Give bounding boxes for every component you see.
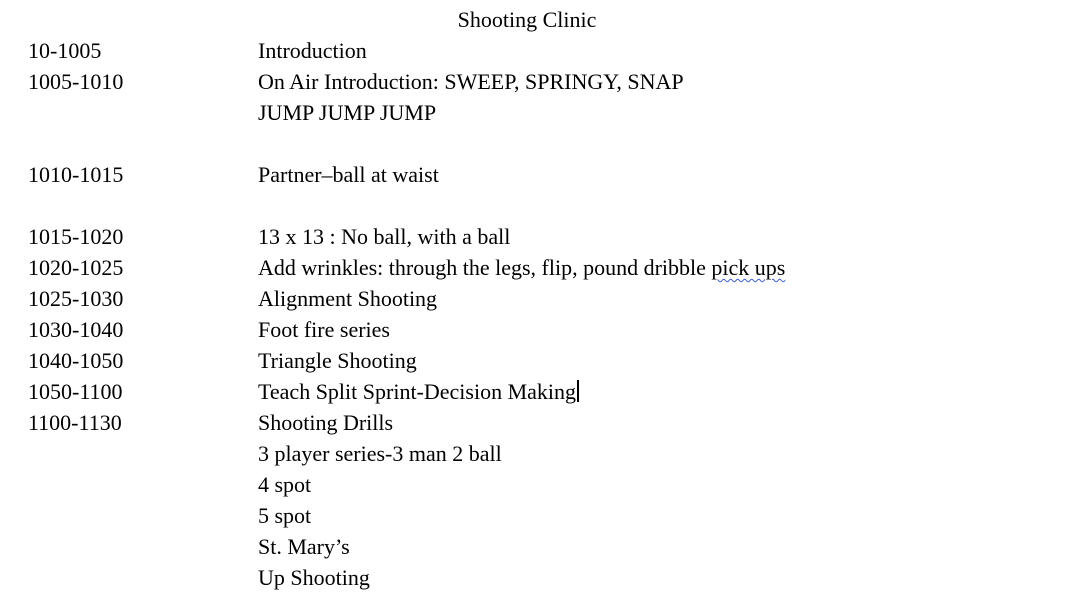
activity-text: JUMP JUMP JUMP — [258, 100, 437, 125]
time-slot: 1015-1020 — [28, 224, 124, 249]
schedule-row — [28, 316, 1048, 347]
activity-text: St. Mary’s — [258, 534, 350, 559]
activity-text: Alignment Shooting — [258, 286, 438, 311]
activity-text: Shooting Drills — [258, 410, 394, 435]
activity-text-part: Add wrinkles: through the legs, flip, pound dribble — [258, 255, 712, 280]
time-slot: 1020-1025 — [28, 255, 124, 280]
time-slot: 1040-1050 — [28, 348, 124, 373]
time-slot — [28, 471, 258, 502]
activity-text: 5 spot — [258, 503, 312, 528]
time-slot: 1050-1100 — [28, 379, 123, 404]
schedule-row — [28, 99, 1048, 130]
activity-text — [258, 254, 1048, 285]
time-slot: 1030-1040 — [28, 317, 124, 342]
time-slot: 1025-1030 — [28, 286, 124, 311]
time-slot: 1100-1130 — [28, 410, 122, 435]
activity-text: Introduction — [258, 38, 367, 63]
schedule-row — [28, 37, 1048, 68]
schedule-row — [28, 564, 1048, 595]
time-slot: 10-1005 — [28, 38, 102, 63]
activity-text: Triangle Shooting — [258, 348, 417, 373]
time-slot: 1005-1010 — [28, 69, 124, 94]
time-slot: 1010-1015 — [28, 162, 124, 187]
schedule-list — [28, 37, 1048, 595]
time-slot — [28, 99, 258, 130]
activity-text: On Air Introduction: SWEEP, SPRINGY, SNAP — [258, 69, 684, 94]
activity-text: Partner–ball at waist — [258, 162, 439, 187]
time-slot — [28, 564, 258, 595]
text-cursor — [577, 380, 579, 402]
time-slot — [28, 440, 258, 471]
activity-text: 4 spot — [258, 472, 312, 497]
schedule-row — [28, 440, 1048, 471]
schedule-row — [28, 161, 1048, 192]
document-title: Shooting Clinic — [457, 7, 597, 32]
blank-line — [28, 192, 1048, 223]
activity-text: Up Shooting — [258, 565, 370, 590]
schedule-row — [28, 285, 1048, 316]
schedule-row — [28, 68, 1048, 99]
activity-text: 13 x 13 : No ball, with a ball — [258, 224, 511, 249]
spellcheck-flagged-word[interactable]: pick ups — [711, 255, 786, 280]
schedule-row — [28, 378, 1048, 409]
schedule-row — [28, 502, 1048, 533]
activity-text — [258, 378, 1048, 409]
time-slot — [28, 502, 258, 533]
schedule-row — [28, 533, 1048, 564]
activity-text: Foot fire series — [258, 317, 390, 342]
blank-line — [28, 130, 1048, 161]
schedule-row — [28, 471, 1048, 502]
schedule-row — [28, 223, 1048, 254]
time-slot — [28, 533, 258, 564]
schedule-row — [28, 409, 1048, 440]
schedule-row — [28, 347, 1048, 378]
schedule-row — [28, 254, 1048, 285]
activity-text: 3 player series-3 man 2 ball — [258, 441, 502, 466]
activity-text-part: Teach Split Sprint-Decision Making — [258, 379, 577, 404]
